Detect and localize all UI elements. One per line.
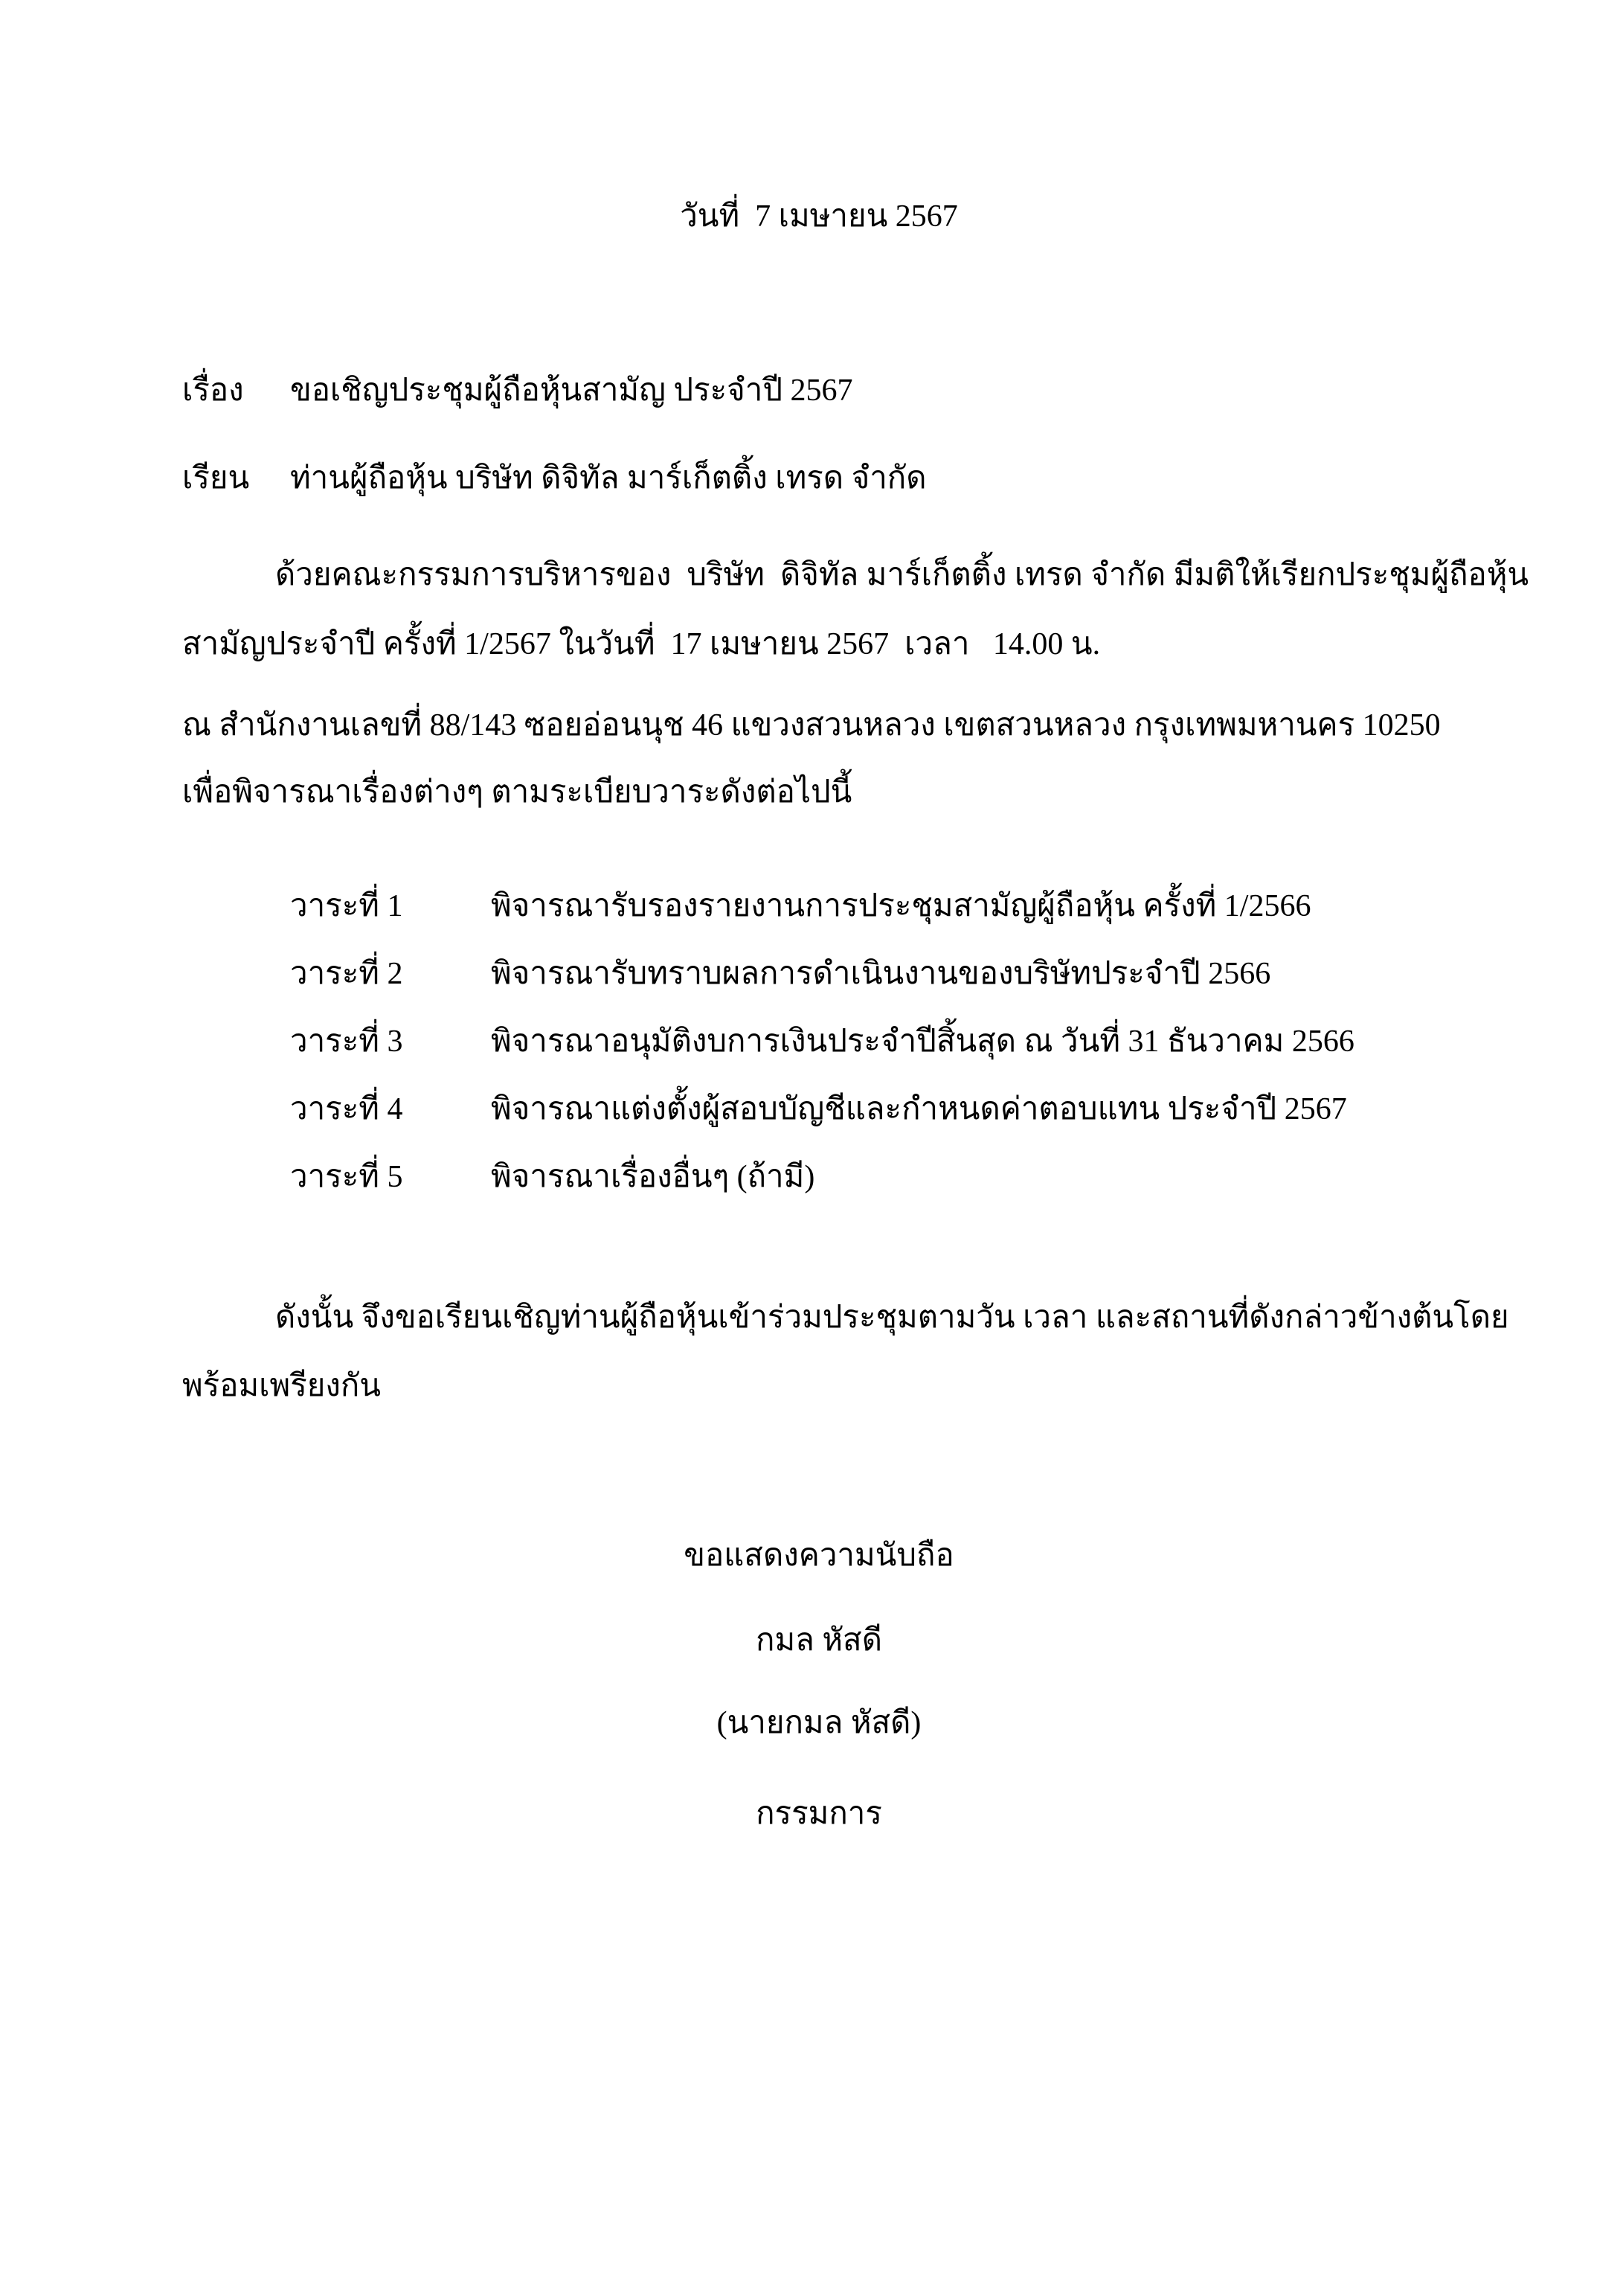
body-paragraph-1-line-1: ด้วยคณะกรรมการบริหารของ บริษัท ดิจิทัล มาร์เก็ตติ้ง เทรด จำกัด มีมติให้เรียกประชุมผู้ถือหุ้น xyxy=(275,558,1529,592)
agenda-item-4-label: วาระที่ 4 xyxy=(290,1092,403,1126)
closing-paragraph-line-2: พร้อมเพรียงกัน xyxy=(182,1369,382,1403)
body-paragraph-2-line-2: เพื่อพิจารณาเรื่องต่างๆ ตามระเบียบวาระดังต่อไปนี้ xyxy=(182,775,852,809)
subject-label: เรื่อง xyxy=(182,373,244,408)
subject-text: ขอเชิญประชุมผู้ถือหุ้นสามัญ ประจำปี 2567 xyxy=(290,373,853,408)
agenda-item-2-text: พิจารณารับทราบผลการดำเนินงานของบริษัทประจำปี 2566 xyxy=(491,957,1271,991)
body-paragraph-1-line-2: สามัญประจำปี ครั้งที่ 1/2567 ในวันที่ 17 เมษายน 2567 เวลา 14.00 น. xyxy=(182,627,1101,661)
date-line: วันที่ 7 เมษายน 2567 xyxy=(680,199,958,234)
body-paragraph-2-line-1: ณ สำนักงานเลขที่ 88/143 ซอยอ่อนนุช 46 แขวงสวนหลวง เขตสวนหลวง กรุงเทพมหานคร 10250 xyxy=(182,708,1441,743)
recipient-label: เรียน xyxy=(182,461,250,496)
agenda-item-4-text: พิจารณาแต่งตั้งผู้สอบบัญชีและกำหนดค่าตอบแทน ประจำปี 2567 xyxy=(491,1092,1347,1126)
agenda-item-5-text: พิจารณาเรื่องอื่นๆ (ถ้ามี) xyxy=(491,1160,815,1194)
closing-paragraph-line-1: ดังนั้น จึงขอเรียนเชิญท่านผู้ถือหุ้นเข้าร่วมประชุมตามวัน เวลา และสถานที่ดังกล่าวข้างต้นโดย xyxy=(275,1301,1509,1335)
signature-printed-name: (นายกมล หัสดี) xyxy=(716,1706,922,1740)
agenda-item-1-label: วาระที่ 1 xyxy=(290,889,403,923)
signature-position: กรรมการ xyxy=(756,1797,882,1831)
agenda-item-1-text: พิจารณารับรองรายงานการประชุมสามัญผู้ถือหุ้น ครั้งที่ 1/2566 xyxy=(491,889,1311,923)
signature-signed-name: กมล หัสดี xyxy=(756,1623,882,1658)
signature-salutation: ขอแสดงความนับถือ xyxy=(684,1539,954,1573)
recipient-text: ท่านผู้ถือหุ้น บริษัท ดิจิทัล มาร์เก็ตติ้ง เทรด จำกัด xyxy=(290,461,927,496)
agenda-item-3-text: พิจารณาอนุมัติงบการเงินประจำปีสิ้นสุด ณ วันที่ 31 ธันวาคม 2566 xyxy=(491,1024,1354,1059)
agenda-item-5-label: วาระที่ 5 xyxy=(290,1160,403,1194)
agenda-item-2-label: วาระที่ 2 xyxy=(290,957,403,991)
agenda-item-3-label: วาระที่ 3 xyxy=(290,1024,403,1059)
